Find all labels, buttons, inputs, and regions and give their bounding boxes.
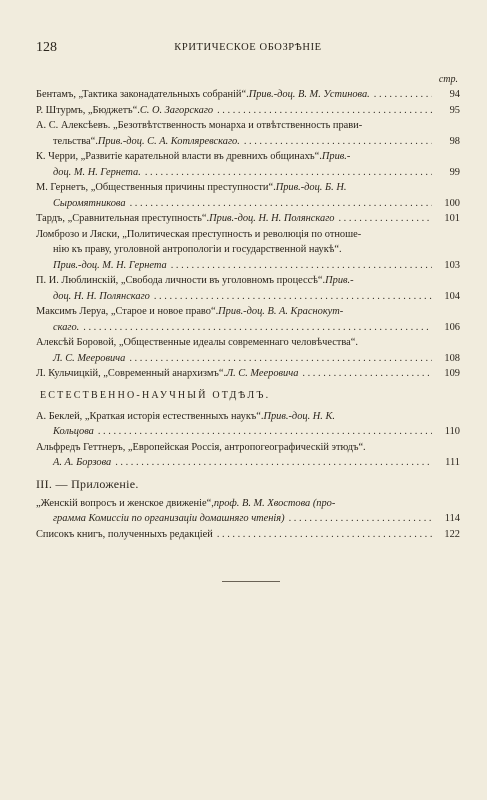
entry-reviewer: Прив.- <box>321 151 351 162</box>
entry-reviewer: Прив.-доц. С. А. Котляревскаго. <box>97 135 240 147</box>
page-column-label: стр. <box>438 74 458 85</box>
leader-dots <box>289 511 432 527</box>
toc-entry <box>36 103 460 119</box>
leader-dots <box>171 258 432 274</box>
entry-page: 103 <box>444 259 460 271</box>
toc-entry <box>36 227 460 274</box>
entry-text: Л. Кульчицкій, „Современный анархизмъ“. <box>36 368 227 379</box>
entry-reviewer: Кольцова <box>53 426 94 437</box>
toc-entry <box>36 273 460 304</box>
entry-page: 109 <box>444 368 460 379</box>
entry-reviewer: Л. С. Мееровича <box>53 352 126 364</box>
entry-page: 114 <box>444 513 460 524</box>
entry-text: Списокъ книгъ, полученныхъ редакціей <box>36 528 213 540</box>
entry-reviewer: Прив.-доц. Н. К. <box>263 410 335 422</box>
toc-entry <box>36 304 460 335</box>
table-of-contents <box>36 87 460 542</box>
entry-reviewer: А. А. Борзова <box>53 457 112 468</box>
entry-text: А. Беклей, „Краткая исторія естественныхъ наукъ“. <box>36 410 264 422</box>
leader-dots <box>217 527 432 543</box>
entry-page: 110 <box>444 426 460 437</box>
toc-entry <box>36 366 460 382</box>
entry-page: 94 <box>449 89 460 100</box>
leader-dots <box>374 87 432 103</box>
entry-text: Тардъ, „Сравнительная преступность“. <box>36 213 210 224</box>
toc-entry <box>36 180 460 211</box>
leader-dots <box>129 351 432 367</box>
entry-reviewer: Прив.-доц. Н. Н. Полянскаго <box>209 213 335 224</box>
running-title: КРИТИЧЕСКОЕ ОБОЗРѢНІЕ <box>174 42 322 53</box>
page-header <box>36 40 460 56</box>
toc-entry <box>36 118 460 149</box>
entry-text: М. Гернетъ, „Общественныя причины преступности“. <box>36 182 276 193</box>
leader-dots <box>130 196 432 212</box>
leader-dots <box>154 289 432 305</box>
entry-text: К. Черри, „Развитіе карательной власти въ древнихъ общинахъ“. <box>36 151 322 162</box>
entry-reviewer: скаго. <box>53 321 80 333</box>
entry-page: 111 <box>445 457 460 468</box>
entry-reviewer: Прив.-доц. В. А. Краснокут- <box>218 306 344 317</box>
toc-entry <box>36 149 460 180</box>
entry-reviewer: грамма Комиссіи по организаціи домашняго чтенія) <box>53 513 285 524</box>
entry-reviewer: С. О. Загорскаго <box>139 104 214 116</box>
entry-page: 104 <box>444 290 460 302</box>
toc-entry <box>36 527 460 543</box>
toc-entry <box>36 335 460 366</box>
entry-page: 100 <box>444 197 460 209</box>
entry-reviewer: Прив.-доц. В. М. Устинова. <box>248 89 370 100</box>
entry-page: 108 <box>444 352 460 364</box>
toc-entry <box>36 87 460 103</box>
entry-text: „Женскій вопросъ и женское движеніе“, <box>36 497 214 509</box>
entry-page: 101 <box>444 213 460 224</box>
toc-entry <box>36 211 460 227</box>
entry-reviewer: Л. С. Мееровича <box>226 368 299 379</box>
section-heading-natural-science: ЕСТЕСТВЕННО-НАУЧНЫЙ ОТДѢЛЪ. <box>40 389 271 401</box>
entry-reviewer: Прив.-доц. М. Н. Гернета <box>53 259 167 271</box>
end-rule <box>222 581 280 582</box>
toc-entry <box>36 440 460 471</box>
entry-page: 95 <box>449 104 460 116</box>
entry-text: П. И. Люблинскій, „Свобода личности въ уголовномъ процессѣ“. <box>36 275 326 286</box>
page-number: 128 <box>36 40 57 55</box>
leader-dots <box>83 320 432 336</box>
section-heading-appendix: III. — Приложеніе. <box>36 476 139 491</box>
entry-reviewer: проф. В. М. Хвостова (про- <box>213 497 336 509</box>
entry-text: Бентамъ, „Тактика законадательныхъ собраній“. <box>36 89 249 100</box>
entry-page: 99 <box>449 166 460 178</box>
leader-dots <box>145 165 432 181</box>
entry-reviewer: Прив.-доц. Б. Н. <box>275 182 347 193</box>
entry-text: Ломброзо и Ляски, „Политическая преступность и революція по отноше- <box>36 228 362 240</box>
entry-text: Р. Штурмъ, „Бюджетъ“. <box>36 104 140 116</box>
toc-entry <box>36 409 460 440</box>
entry-text: Максимъ Леруа, „Старое и новое право“. <box>36 306 219 317</box>
entry-reviewer: Прив.- <box>325 275 354 286</box>
entry-page: 98 <box>449 135 460 147</box>
entry-page: 122 <box>444 528 460 540</box>
entry-text: нію къ праву, уголовной антропологіи и государственной наукѣ“. <box>53 244 342 255</box>
entry-text: Альфредъ Геттнеръ, „Европейская Россія, антропогеографическій этюдъ“. <box>36 441 366 453</box>
entry-reviewer: доц. М. Н. Гернета. <box>53 166 141 178</box>
entry-text: Алексѣй Боровой, „Общественные идеалы современнаго человѣчества“. <box>36 337 358 348</box>
leader-dots <box>244 134 432 150</box>
leader-dots <box>115 455 432 471</box>
leader-dots <box>98 424 432 440</box>
leader-dots <box>217 103 432 119</box>
entry-text: А. С. Алексѣевъ. „Безотвѣтственность монарха и отвѣтственность прави- <box>36 120 363 131</box>
entry-text: тельства“. <box>53 135 98 147</box>
entry-reviewer: Сыромятникова <box>53 197 126 209</box>
toc-entry <box>36 496 460 527</box>
leader-dots <box>302 366 432 382</box>
entry-page: 106 <box>444 321 460 333</box>
entry-reviewer: доц. Н. Н. Полянскаго <box>53 290 150 302</box>
leader-dots <box>338 211 432 227</box>
